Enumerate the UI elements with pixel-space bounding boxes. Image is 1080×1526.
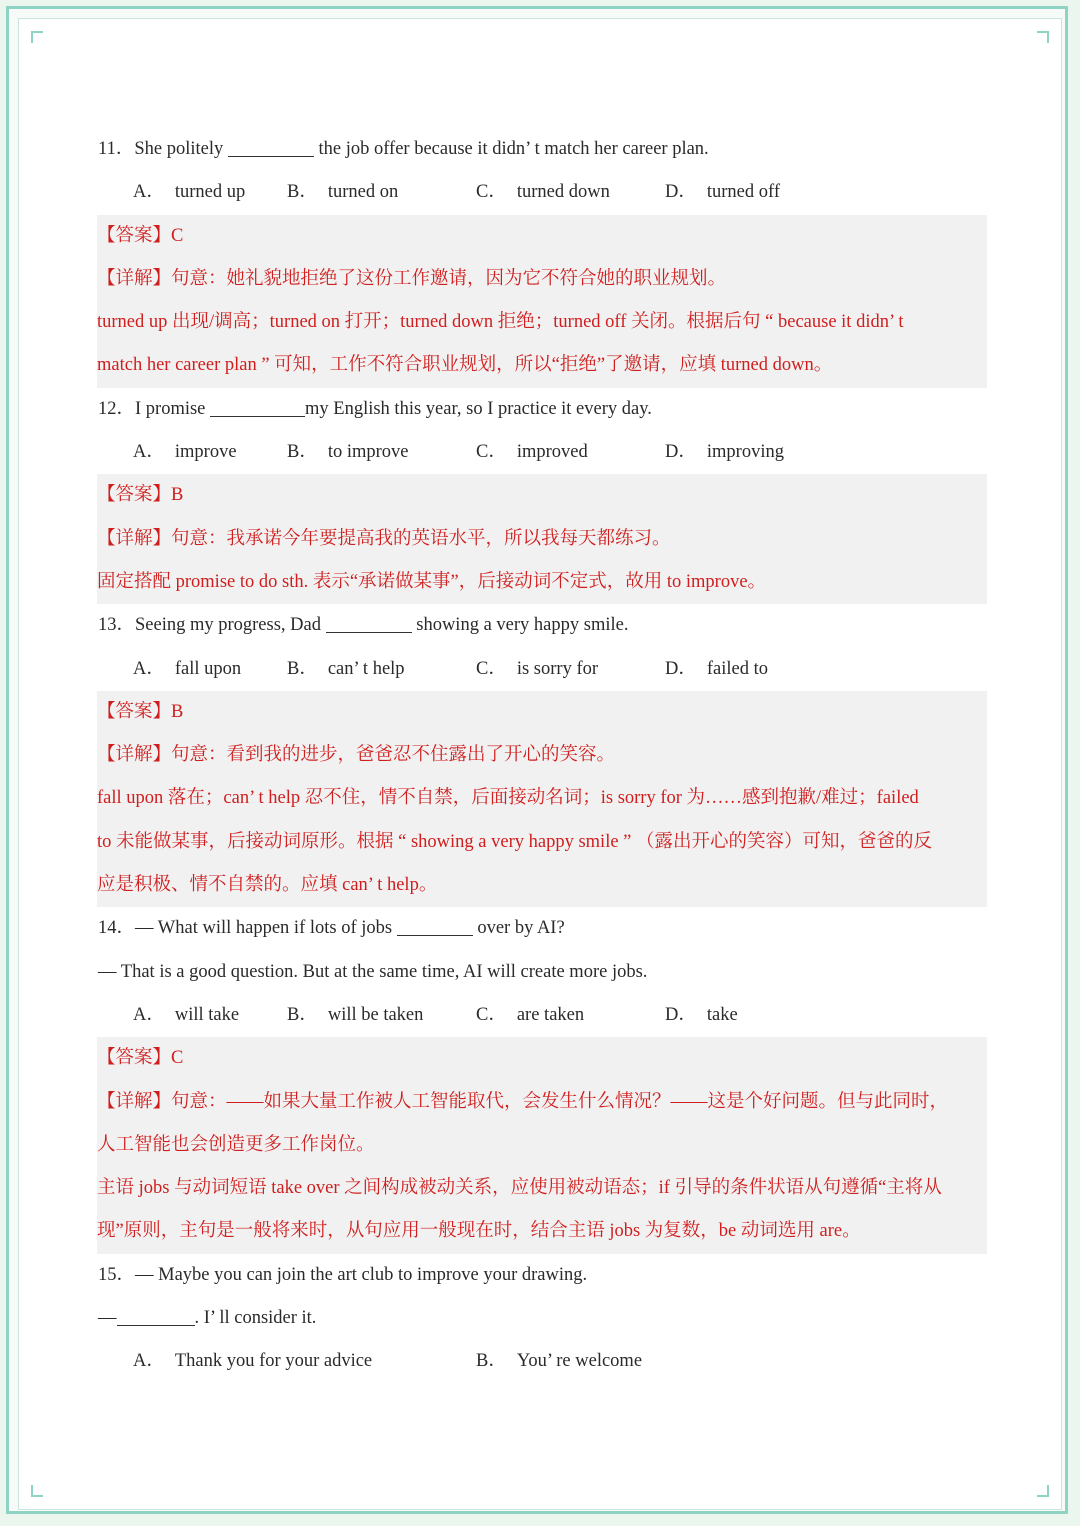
option-d: D． turned off <box>665 182 780 203</box>
option-row <box>98 648 986 691</box>
option-c: C． improved <box>476 442 588 463</box>
question-11 <box>98 128 986 388</box>
answer-blank <box>210 397 305 417</box>
question-13 <box>98 604 986 907</box>
corner-ornament <box>1037 1485 1049 1497</box>
option-c: C． turned down <box>476 182 610 203</box>
explanation-line: 【详解】句意：看到我的进步，爸爸忍不住露出了开心的笑容。 <box>97 745 616 766</box>
explanation-line: fall upon 落在；can’ t help 忍不住，情不自禁，后面接动名词；is sorry for 为……感到抱歉/难过；failed <box>97 788 919 809</box>
option-c: C． is sorry for <box>476 658 599 679</box>
explanation-line: 【详解】句意：我承诺今年要提高我的英语水平，所以我每天都练习。 <box>97 528 671 549</box>
option-a: A． will take <box>133 1004 240 1025</box>
option-row <box>98 431 986 474</box>
explanation-line: to 未能做某事，后接动词原形。根据 “ showing a very happy smile ” （露出开心的笑容）可知，爸爸的反 <box>97 831 933 852</box>
explanation-line: 主语 jobs 与动词短语 take over 之间构成被动关系，应使用被动语态；if 引导的条件状语从句遵循“主将从 <box>97 1178 942 1199</box>
option-b: B． will be taken <box>287 1004 424 1025</box>
explanation-line: 【详解】句意：她礼貌地拒绝了这份工作邀请，因为它不符合她的职业规划。 <box>97 268 727 289</box>
option-c: C． are taken <box>476 1004 585 1025</box>
option-a: A． improve <box>133 442 237 463</box>
explanation-line: 【详解】句意：——如果大量工作被人工智能取代，会发生什么情况？——这是个好问题。但与此同时， <box>97 1091 949 1112</box>
option-row <box>98 1340 986 1383</box>
corner-ornament <box>31 31 43 43</box>
answer-line: 【答案】C <box>97 225 184 246</box>
explanation-line: match her career plan ” 可知，工作不符合职业规划，所以“拒绝”了邀请，应填 turned down。 <box>97 355 833 376</box>
answer-explanation-box <box>97 1037 987 1253</box>
answer-line: 【答案】C <box>97 1048 184 1069</box>
option-a: A． fall upon <box>133 658 242 679</box>
option-d: D． failed to <box>665 658 769 679</box>
explanation-line: 固定搭配 promise to do sth. 表示“承诺做某事”，后接动词不定式，故用 to improve。 <box>97 571 767 592</box>
option-b: B． turned on <box>287 182 399 203</box>
option-b: B． to improve <box>287 442 409 463</box>
answer-line: 【答案】B <box>97 485 184 506</box>
question-12 <box>98 388 986 604</box>
question-dialogue-reply: — . I’ ll consider it. <box>98 1308 317 1329</box>
explanation-line: turned up 出现/调高；turned on 打开；turned down 拒绝；turned off 关闭。根据后句 “ because it didn’ t <box>97 312 904 333</box>
option-b: B． You’ re welcome <box>476 1351 643 1372</box>
option-a: A． turned up <box>133 182 246 203</box>
option-row <box>98 171 986 214</box>
option-d: D． take <box>665 1004 738 1025</box>
corner-ornament <box>31 1485 43 1497</box>
option-b: B． can’ t help <box>287 658 405 679</box>
answer-blank <box>117 1307 195 1327</box>
question-stem: 14．— What will happen if lots of jobs over by AI? <box>98 918 565 939</box>
answer-blank <box>228 138 314 158</box>
answer-blank <box>326 614 412 634</box>
answer-blank <box>397 917 473 937</box>
explanation-line: 应是积极、情不自禁的。应填 can’ t help。 <box>97 875 438 896</box>
question-stem: 15．— Maybe you can join the art club to improve your drawing. <box>98 1264 588 1285</box>
option-a: A． Thank you for your advice <box>133 1351 373 1372</box>
question-stem: 13．Seeing my progress, Dad showing a very happy smile. <box>98 615 629 636</box>
answer-line: 【答案】B <box>97 701 184 722</box>
question-14 <box>98 907 986 1253</box>
option-d: D． improving <box>665 442 784 463</box>
option-row <box>98 994 986 1037</box>
question-15 <box>98 1254 986 1384</box>
answer-explanation-box <box>97 474 987 604</box>
question-stem: 12．I promise my English this year, so I practice it every day. <box>98 398 652 419</box>
worksheet-content <box>98 128 986 1384</box>
question-dialogue-reply: — That is a good question. But at the same time, AI will create more jobs. <box>98 961 648 982</box>
corner-ornament <box>1037 31 1049 43</box>
question-stem: 11．She politely the job offer because it didn’ t match her career plan. <box>98 139 709 159</box>
answer-explanation-box <box>97 691 987 907</box>
explanation-line: 现”原则，主句是一般将来时，从句应用一般现在时，结合主语 jobs 为复数，be 动词选用 are。 <box>97 1221 861 1242</box>
answer-explanation-box <box>97 215 987 388</box>
explanation-line: 人工智能也会创造更多工作岗位。 <box>97 1134 375 1155</box>
